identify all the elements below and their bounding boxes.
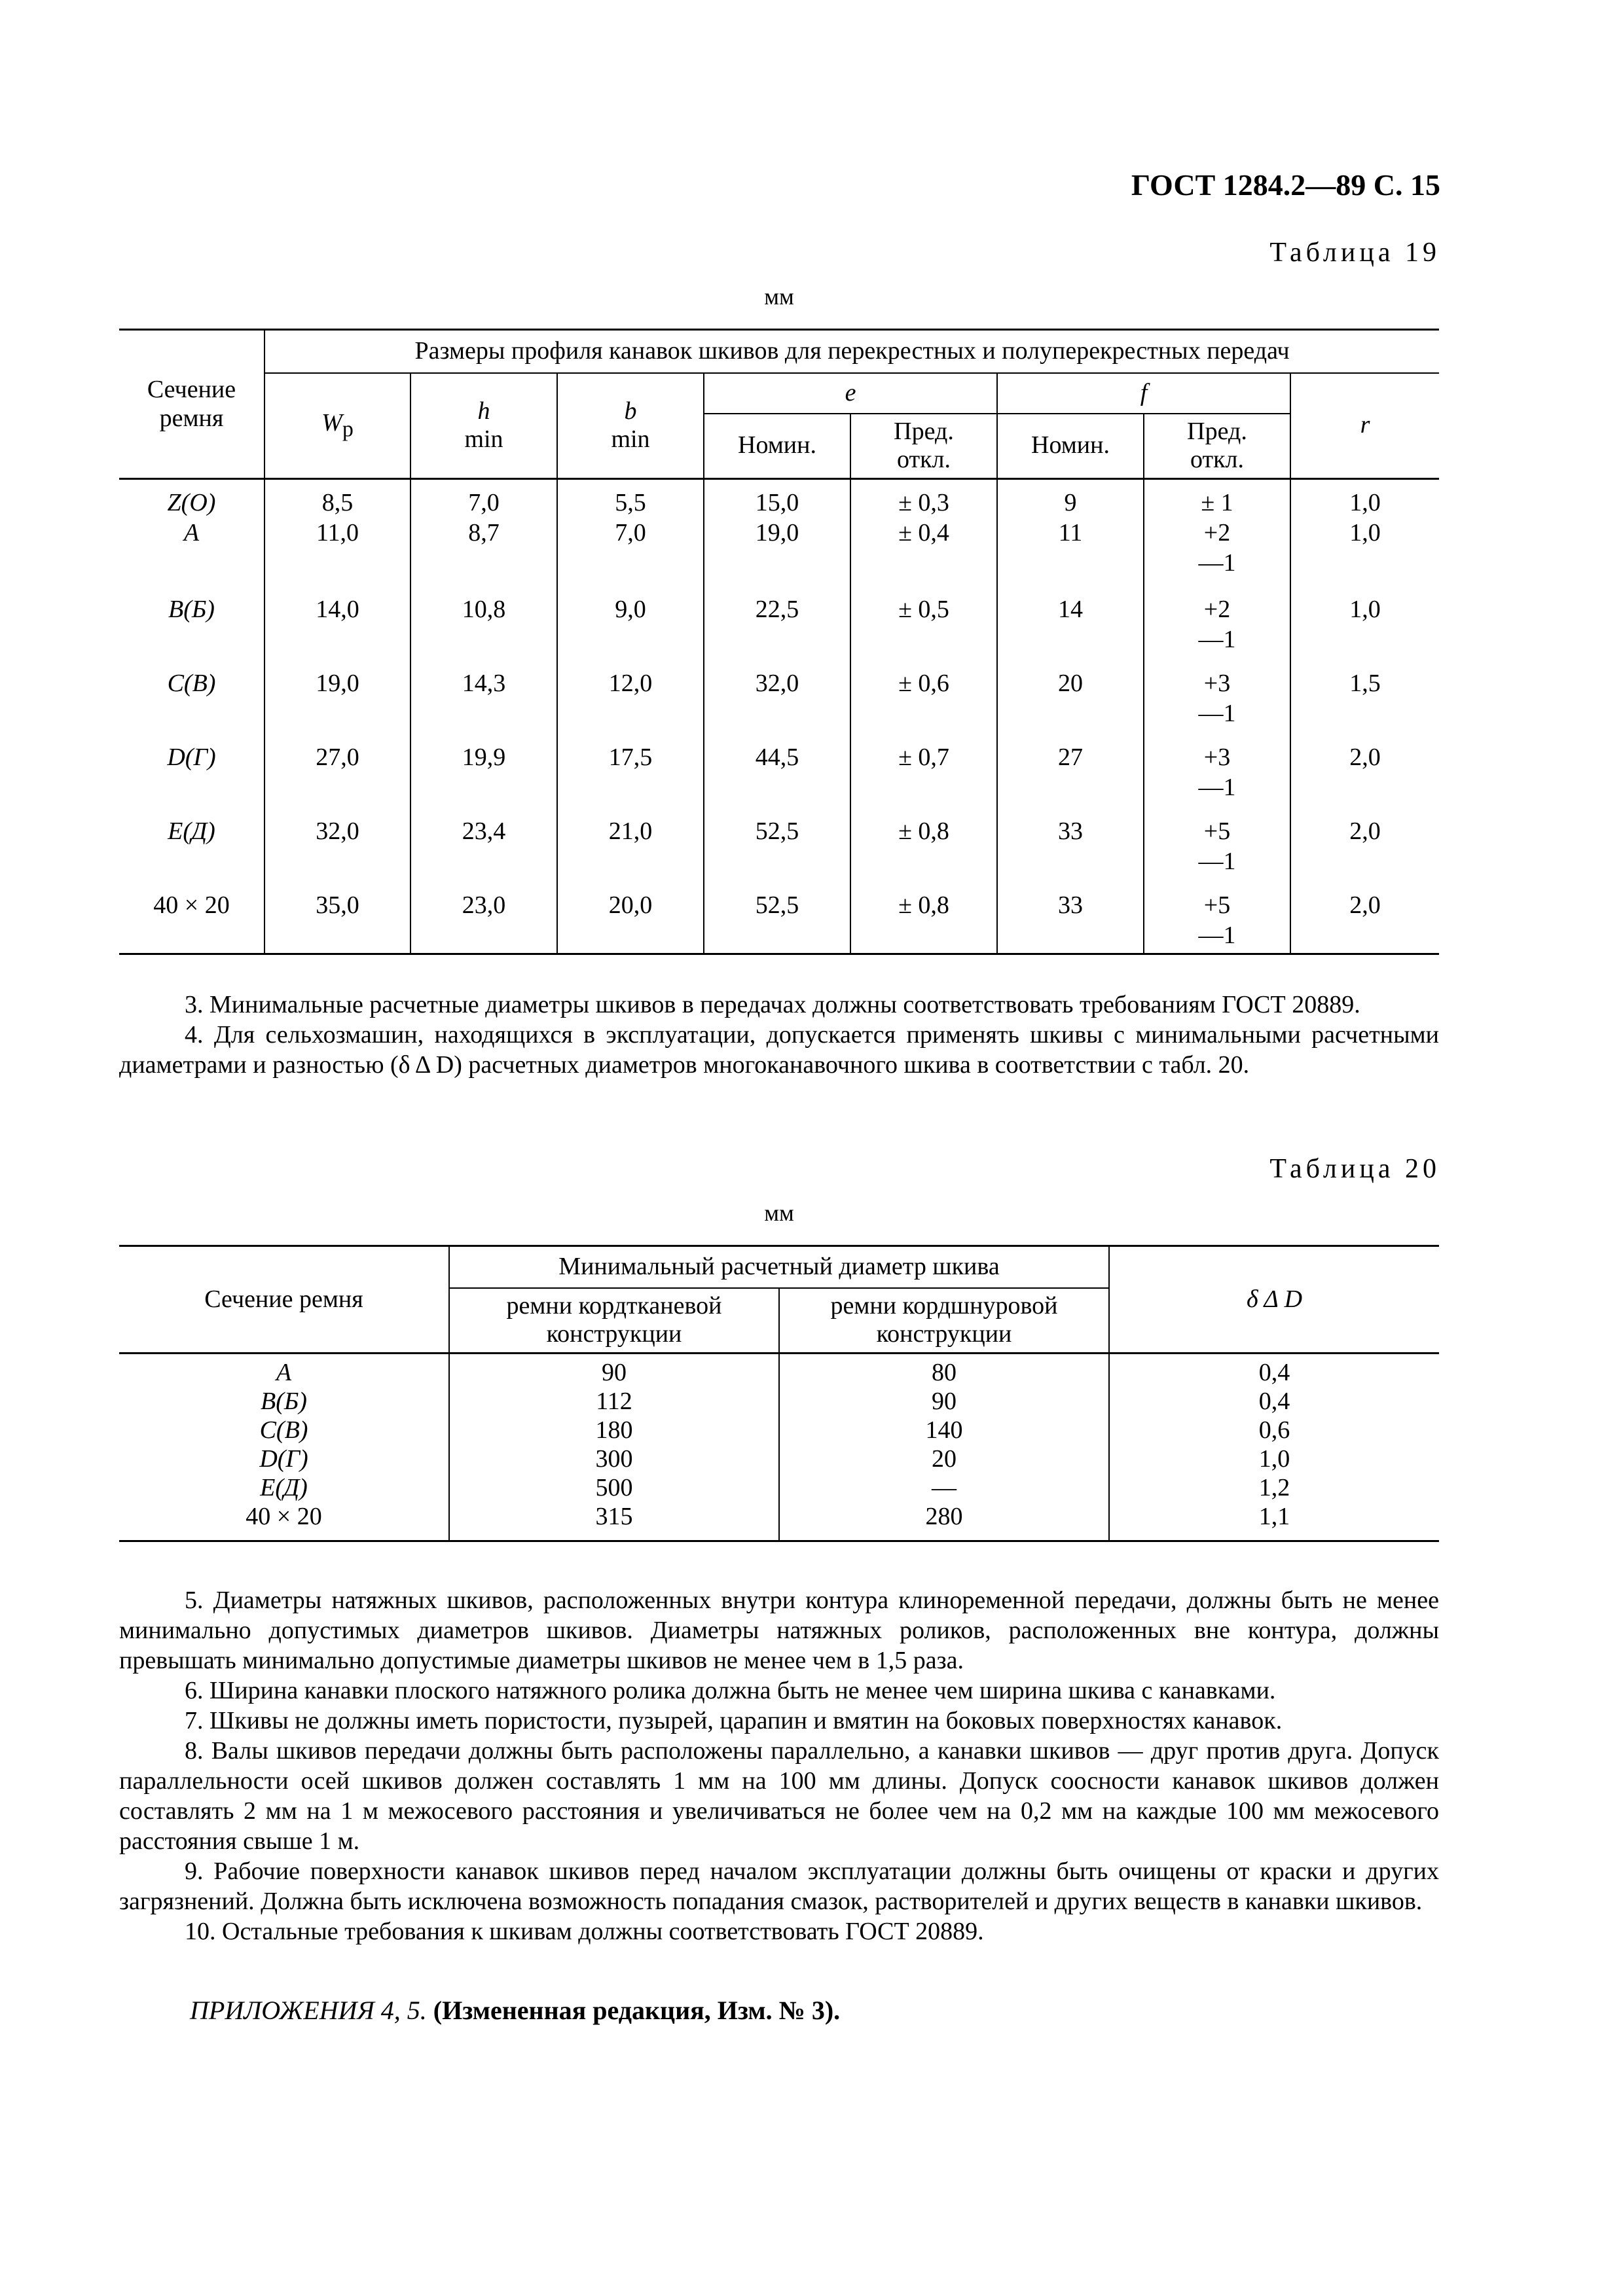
- cell-r: 2,0: [1290, 816, 1439, 890]
- cell-e-tol: [850, 479, 997, 595]
- paragraph-7: 7. Шкивы не должны иметь пористости, пузырей, царапин и вмятин на боковых поверхностях канавок.: [185, 1707, 1283, 1734]
- cell-r: 2,0: [1290, 890, 1439, 954]
- cell-cordfabric: 500: [449, 1473, 779, 1502]
- b-symbol: b: [624, 397, 637, 425]
- cell-h: 23,4: [410, 816, 557, 890]
- table-row: [119, 1502, 1439, 1541]
- cell-b: 21,0: [557, 816, 704, 890]
- cell-f: [997, 479, 1144, 595]
- cell-section-0: Z(O): [167, 489, 216, 516]
- paragraph-6: 6. Ширина канавки плоского натяжного ролика должна быть не менее чем ширина шкива с канавками.: [185, 1677, 1276, 1704]
- cell-e: 52,5: [704, 890, 850, 954]
- cell-f: 33: [997, 890, 1144, 954]
- table-row: [119, 668, 1439, 742]
- cell-e-1: 19,0: [755, 519, 799, 547]
- cell-e-tol: ± 0,6: [850, 668, 997, 742]
- table-row: [119, 890, 1439, 954]
- cell-f: 27: [997, 742, 1144, 816]
- cell-cordfabric: 90: [449, 1354, 779, 1388]
- cell-r: 1,5: [1290, 668, 1439, 742]
- cell-cordcord: 90: [779, 1387, 1109, 1416]
- col-header-r: r: [1290, 373, 1439, 479]
- cell-e-0: 15,0: [755, 489, 799, 516]
- t20-header-cordfabric-text: ремни кордтканевой конструкции: [506, 1291, 722, 1348]
- cell-f-tol-minus: —1: [1198, 774, 1236, 801]
- appendix-title: ПРИЛОЖЕНИЯ 4, 5.: [190, 1996, 427, 2025]
- cell-section: [119, 479, 264, 595]
- paragraph-5: 5. Диаметры натяжных шкивов, расположенных внутри контура клиноременной передачи, должны быть не менее минимально допустимых диаметров шкивов. Диаметры натяжных роликов, расположенных вне контура, должны превышать минимально допустимые диаметры шкивов не менее чем в 1,5 раза.: [119, 1587, 1439, 1674]
- cell-cordfabric: 180: [449, 1416, 779, 1444]
- cell-b-0: 5,5: [615, 489, 646, 516]
- f-pred-label: Пред.: [1187, 417, 1247, 445]
- cell-e-tol: ± 0,8: [850, 816, 997, 890]
- t20-header-delta: δ Δ D: [1109, 1246, 1439, 1354]
- cell-section: 40 × 20: [119, 1502, 449, 1541]
- cell-delta: 0,4: [1109, 1354, 1439, 1388]
- cell-e: 52,5: [704, 816, 850, 890]
- table-row: [119, 1473, 1439, 1502]
- paragraph-10: 10. Остальные требования к шкивам должны соответствовать ГОСТ 20889.: [185, 1918, 984, 1945]
- cell-f-0: 9: [1064, 489, 1077, 516]
- cell-e-tol: ± 0,7: [850, 742, 997, 816]
- col-header-section: [119, 330, 264, 479]
- cell-cordcord: 20: [779, 1444, 1109, 1473]
- t20-header-cordcord: [779, 1288, 1109, 1354]
- h-symbol: h: [477, 397, 490, 425]
- cell-delta: 1,1: [1109, 1502, 1439, 1541]
- cell-cordfabric: 315: [449, 1502, 779, 1541]
- cell-e: 44,5: [704, 742, 850, 816]
- cell-section: E(Д): [119, 816, 264, 890]
- table-row: [119, 742, 1439, 816]
- cell-wp: 35,0: [264, 890, 410, 954]
- table-19-unit: мм: [764, 283, 794, 310]
- cell-f-tol-minus: —1: [1198, 848, 1236, 875]
- wp-subscript: р: [342, 417, 354, 442]
- cell-section: D(Г): [119, 1444, 449, 1473]
- cell-cordcord: 140: [779, 1416, 1109, 1444]
- cell-cordcord: 80: [779, 1354, 1109, 1388]
- col-header-e: e: [704, 373, 997, 414]
- appendix-note: [190, 1995, 1434, 2026]
- cell-h: 14,3: [410, 668, 557, 742]
- cell-r-0: 1,0: [1349, 489, 1381, 516]
- cell-wp-1: 11,0: [316, 519, 359, 547]
- cell-wp: 14,0: [264, 594, 410, 668]
- wp-symbol: W: [321, 408, 342, 437]
- f-otkl-label: откл.: [1190, 446, 1245, 474]
- cell-r-1: 1,0: [1349, 519, 1381, 547]
- cell-f-tol: [1144, 668, 1290, 742]
- b-min: min: [611, 425, 650, 454]
- paragraph-8: 8. Валы шкивов передачи должны быть расположены параллельно, а канавки шкивов — друг против друга. Допуск параллельности осей шкивов должен составлять 1 мм на 100 мм длины. Допуск соосности канавок шкивов должен составлять 2 мм на 1 м межосевого расстояния и увеличиваться не более чем на 0,2 мм на каждые 100 мм межосевого расстояния свыше 1 м.: [119, 1737, 1439, 1855]
- col-header-h: [410, 373, 557, 479]
- cell-cordfabric: 112: [449, 1387, 779, 1416]
- col-header-e-nomin: Номин.: [704, 414, 850, 479]
- table-row: [119, 1354, 1439, 1388]
- cell-e: [704, 479, 850, 595]
- cell-cordcord: 280: [779, 1502, 1109, 1541]
- cell-section: 40 × 20: [119, 890, 264, 954]
- cell-delta: 1,0: [1109, 1444, 1439, 1473]
- table-20-unit: мм: [764, 1200, 794, 1226]
- cell-f-tol: [1144, 479, 1290, 595]
- cell-section: B(Б): [119, 1387, 449, 1416]
- col-header-f: f: [997, 373, 1290, 414]
- cell-h: 23,0: [410, 890, 557, 954]
- table-20: [119, 1245, 1439, 1542]
- cell-delta: 0,6: [1109, 1416, 1439, 1444]
- paragraph-9: 9. Рабочие поверхности канавок шкивов перед началом эксплуатации должны быть очищены от краски и других загрязнений. Должна быть исключена возможность попадания смазок, растворителей и других веществ в канавки шкивов.: [119, 1857, 1439, 1915]
- cell-f-tol: [1144, 742, 1290, 816]
- cell-f-tol-minus: —1: [1198, 626, 1236, 653]
- table-row: [119, 479, 1439, 595]
- paragraph-4: 4. Для сельхозмашин, находящихся в эксплуатации, допускается применять шкивы с минимальными расчетными диаметрами и разностью (δ Δ D) расчетных диаметров многоканавочного шкива в соответствии с табл. 20.: [119, 1021, 1439, 1079]
- paragraph-3: 3. Минимальные расчетные диаметры шкивов в передачах должны соответствовать требованиям ГОСТ 20889.: [185, 991, 1360, 1018]
- h-min: min: [464, 425, 503, 454]
- cell-f-tol-0: ± 1: [1201, 489, 1233, 516]
- cell-wp: 32,0: [264, 816, 410, 890]
- col-header-section-text: Сечение ремня: [147, 375, 236, 432]
- cell-f-tol: [1144, 890, 1290, 954]
- col-header-group: Размеры профиля канавок шкивов для перекрестных и полуперекрестных передач: [264, 330, 1439, 373]
- paragraphs-3-4: [119, 990, 1439, 1080]
- cell-section: B(Б): [119, 594, 264, 668]
- cell-f-tol-plus: +5: [1203, 891, 1231, 919]
- cell-f: 33: [997, 816, 1144, 890]
- cell-wp: 27,0: [264, 742, 410, 816]
- cell-f: 14: [997, 594, 1144, 668]
- cell-e-tol-1: ± 0,4: [898, 519, 949, 547]
- table-row: [119, 1444, 1439, 1473]
- col-header-f-nomin: Номин.: [997, 414, 1144, 479]
- cell-r: [1290, 479, 1439, 595]
- t20-header-group: Минимальный расчетный диаметр шкива: [449, 1246, 1109, 1288]
- page-header: ГОСТ 1284.2—89 С. 15: [1131, 168, 1440, 202]
- table-row: [119, 816, 1439, 890]
- cell-e-tol-0: ± 0,3: [898, 489, 949, 516]
- cell-cordcord: —: [779, 1473, 1109, 1502]
- cell-h: 10,8: [410, 594, 557, 668]
- cell-f-1: 11: [1058, 519, 1083, 547]
- t20-header-cordfabric: [449, 1288, 779, 1354]
- cell-b: 12,0: [557, 668, 704, 742]
- table-row: [119, 594, 1439, 668]
- cell-section: A: [119, 1354, 449, 1388]
- cell-wp-0: 8,5: [321, 489, 354, 516]
- cell-wp: [264, 479, 410, 595]
- cell-f-tol-1-plus: +2: [1203, 519, 1231, 547]
- cell-wp: 19,0: [264, 668, 410, 742]
- cell-b-1: 7,0: [615, 519, 646, 547]
- cell-section: C(B): [119, 1416, 449, 1444]
- cell-f-tol-plus: +3: [1203, 744, 1231, 771]
- cell-section: C(B): [119, 668, 264, 742]
- cell-section: E(Д): [119, 1473, 449, 1502]
- cell-delta: 0,4: [1109, 1387, 1439, 1416]
- cell-b: 9,0: [557, 594, 704, 668]
- cell-f-tol-plus: +2: [1203, 596, 1231, 623]
- cell-f-tol-plus: +5: [1203, 817, 1231, 845]
- cell-b: 17,5: [557, 742, 704, 816]
- appendix-amendment: (Измененная редакция, Изм. № 3).: [433, 1996, 841, 2025]
- cell-f-tol-minus: —1: [1198, 922, 1236, 949]
- t20-header-section: Сечение ремня: [119, 1246, 449, 1354]
- e-otkl-label: откл.: [896, 446, 951, 474]
- cell-f-tol: [1144, 816, 1290, 890]
- table-19: [119, 329, 1439, 955]
- cell-e: 32,0: [704, 668, 850, 742]
- cell-f-tol: [1144, 594, 1290, 668]
- cell-r: 2,0: [1290, 742, 1439, 816]
- e-pred-label: Пред.: [894, 417, 954, 445]
- table-row: [119, 1387, 1439, 1416]
- cell-e: 22,5: [704, 594, 850, 668]
- cell-section-1: A: [183, 519, 200, 547]
- cell-f-tol-1-minus: —1: [1198, 549, 1236, 577]
- cell-f: 20: [997, 668, 1144, 742]
- t20-header-cordcord-text: ремни кордшнуровой конструкции: [830, 1291, 1058, 1348]
- cell-h: [410, 479, 557, 595]
- table-19-caption: Таблица 19: [1269, 238, 1440, 268]
- cell-h-0: 7,0: [468, 489, 500, 516]
- cell-f-tol-minus: —1: [1198, 700, 1236, 727]
- col-header-f-pred: [1144, 414, 1290, 479]
- cell-b: [557, 479, 704, 595]
- cell-section: D(Г): [119, 742, 264, 816]
- col-header-b: [557, 373, 704, 479]
- cell-e-tol: ± 0,8: [850, 890, 997, 954]
- table-row: [119, 1416, 1439, 1444]
- cell-cordfabric: 300: [449, 1444, 779, 1473]
- paragraphs-5-10: [119, 1585, 1439, 1946]
- cell-delta: 1,2: [1109, 1473, 1439, 1502]
- cell-f-tol-plus: +3: [1203, 670, 1231, 697]
- col-header-wp: [264, 373, 410, 479]
- cell-r: 1,0: [1290, 594, 1439, 668]
- cell-h: 19,9: [410, 742, 557, 816]
- cell-h-1: 8,7: [468, 519, 500, 547]
- cell-e-tol: ± 0,5: [850, 594, 997, 668]
- cell-b: 20,0: [557, 890, 704, 954]
- col-header-e-pred: [850, 414, 997, 479]
- table-20-caption: Таблица 20: [1269, 1154, 1440, 1184]
